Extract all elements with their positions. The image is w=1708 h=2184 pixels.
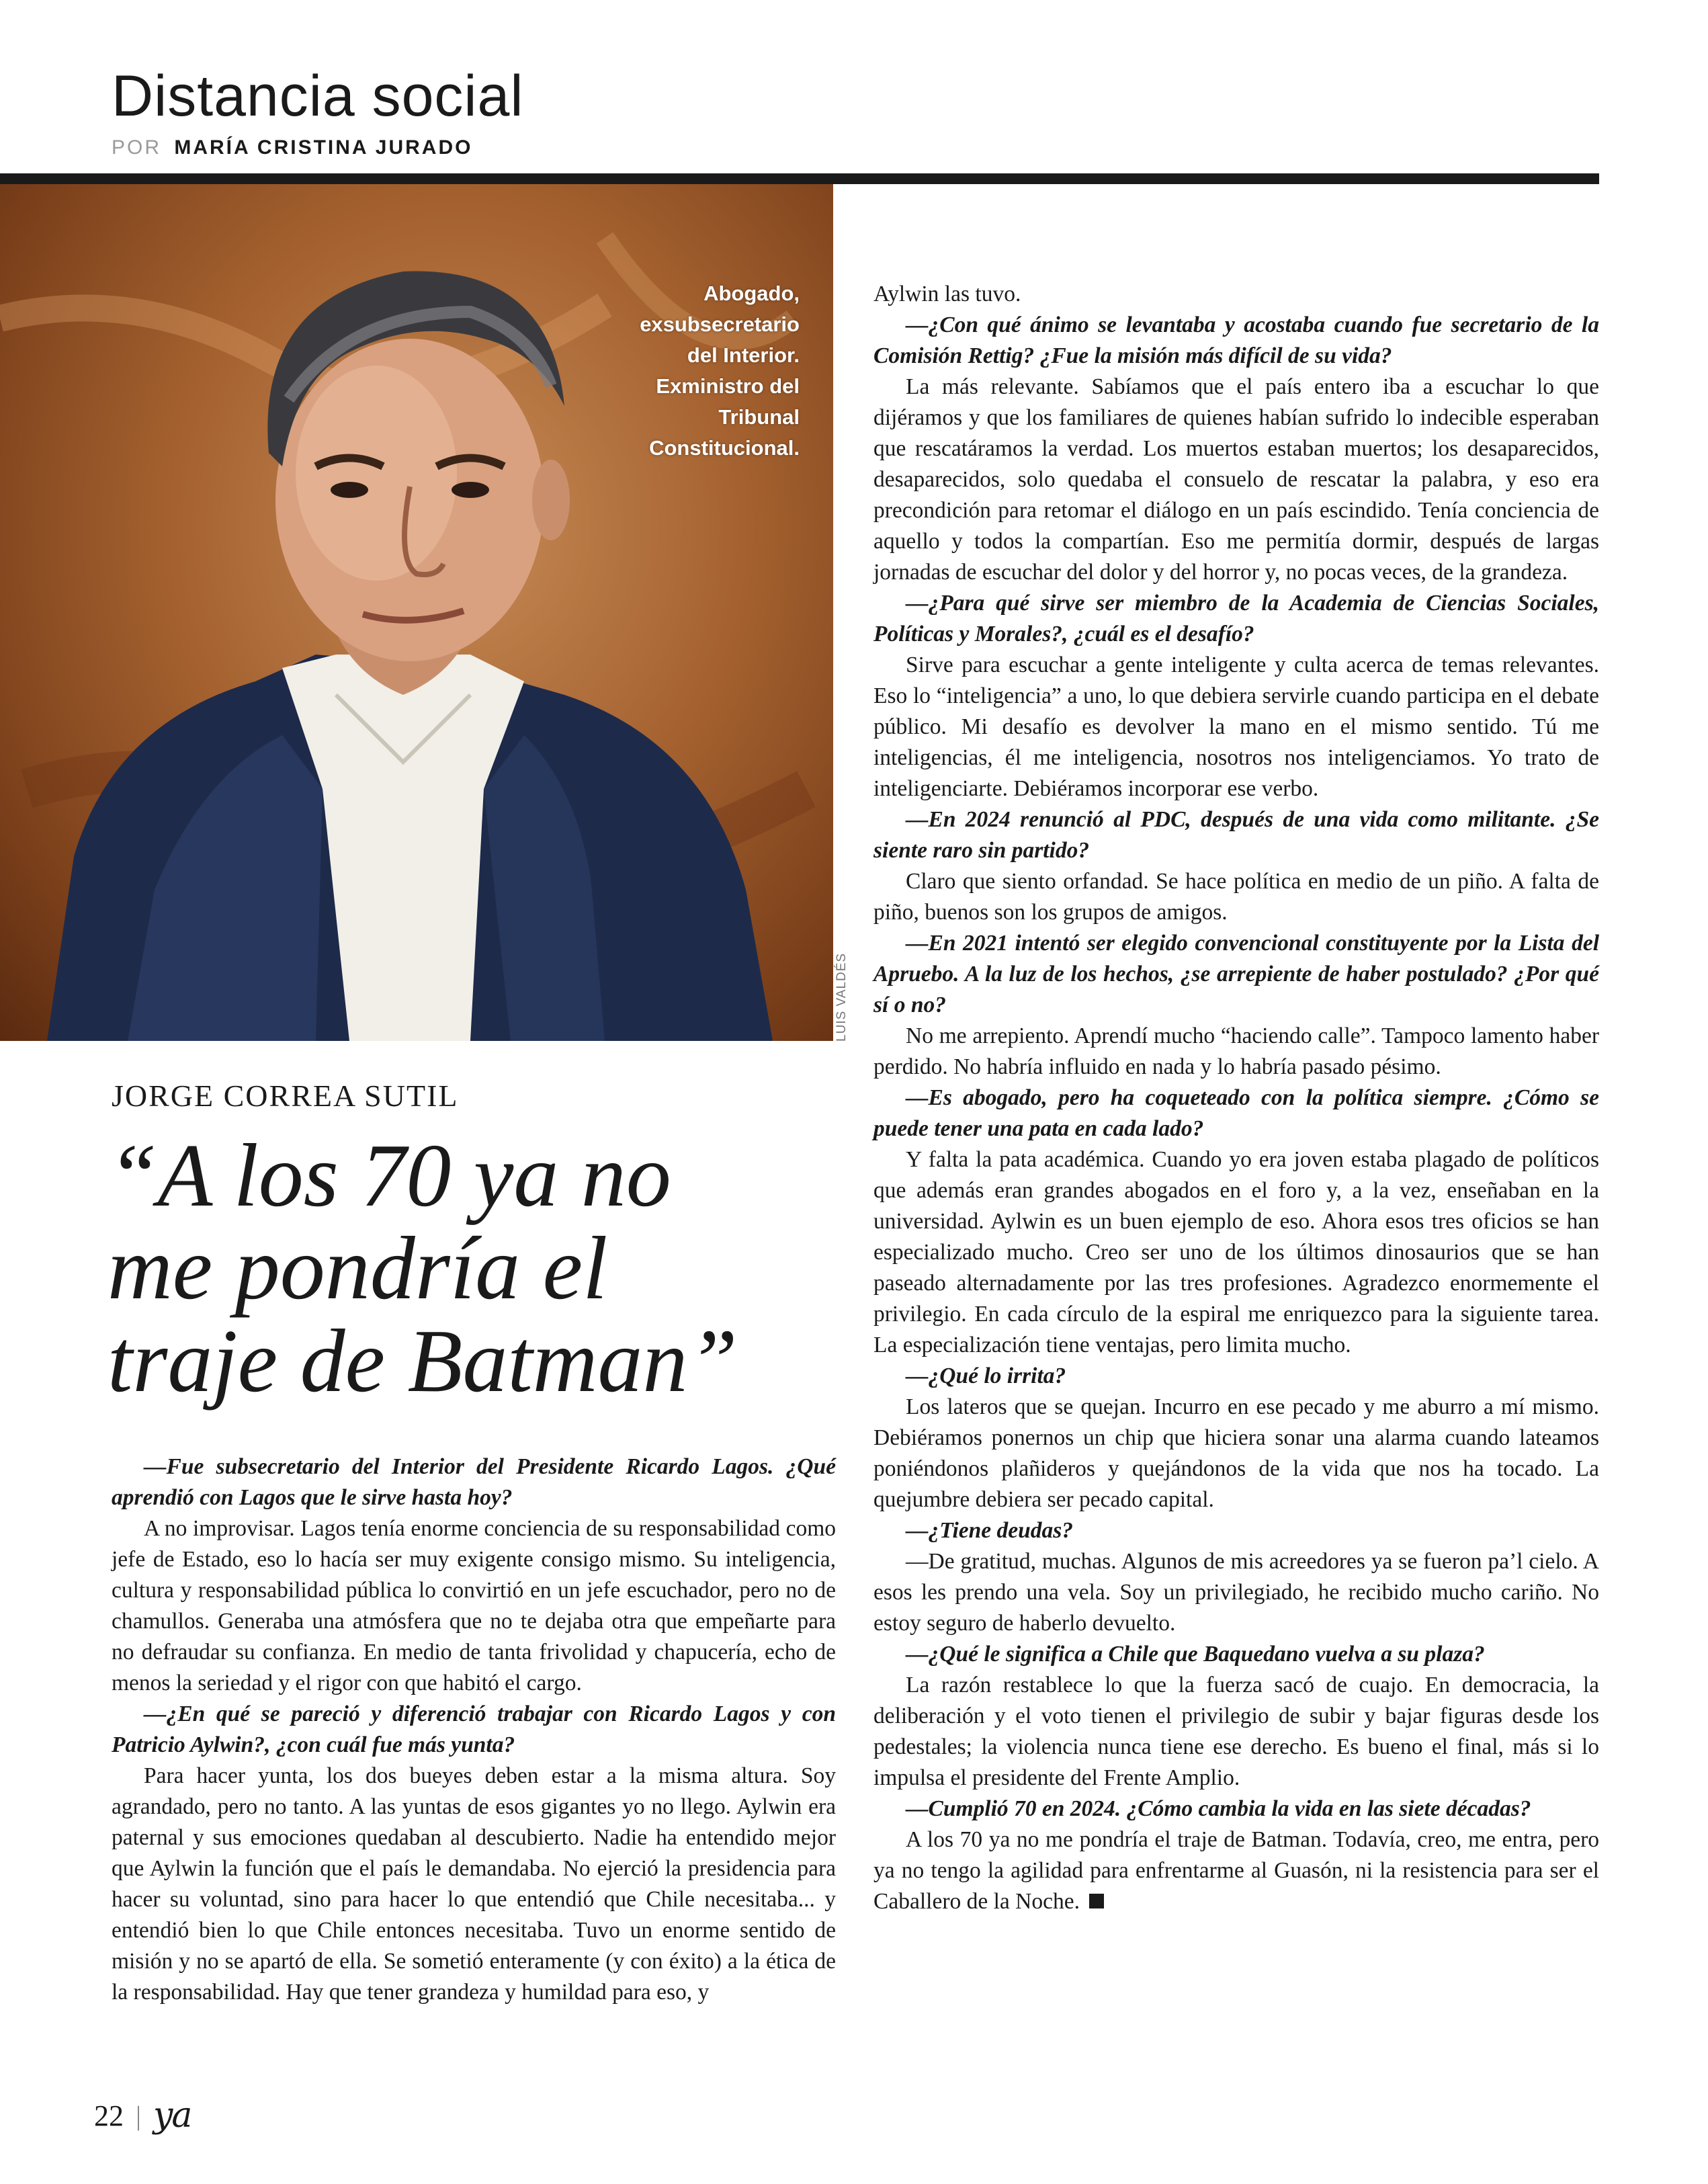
question-paragraph: —¿Con qué ánimo se levantaba y acostaba cuando fue secretario de la Comisión Rettig? ¿Fue la misión más difícil de su vida? <box>873 312 1599 368</box>
question-paragraph: —En 2021 intentó ser elegido convencional constituyente por la Lista del Apruebo. A la luz de los hechos, ¿se arrepiente de haber postulado? ¿Por qué sí o no? <box>873 931 1599 1017</box>
caption-line: del Interior. <box>687 343 800 367</box>
headline-line: “A los 70 ya no <box>108 1126 671 1225</box>
section-title: Distancia social <box>112 64 524 128</box>
question-paragraph: —¿Tiene deudas? <box>906 1518 1074 1543</box>
answer-paragraph: A los 70 ya no me pondría el traje de Batman. Todavía, creo, me entra, pero ya no tengo la agilidad para enfrentarme al Guasón, ni la resistencia para ser el Caballero de la Noche. <box>873 1827 1599 1914</box>
folio-separator: | <box>136 2100 142 2131</box>
answer-paragraph: —De gratitud, muchas. Algunos de mis acreedores ya se fueron pa’l cielo. A esos les prendo una vela. Soy un privilegiado, he recibido mucho cariño. No estoy seguro de haberlo devuelto. <box>873 1549 1599 1636</box>
top-rule <box>0 173 1599 184</box>
answer-paragraph: Y falta la pata académica. Cuando yo era joven estaba plagado de políticos que además eran grandes abogados en el foro y, a la vez, enseñaban en la universidad. Aylwin es un buen ejemplo de eso. Ahora esos tres oficios se han especializado mucho. Creo ser uno de los últimos dinosaurios que se han paseado alternadamente por las tres profesiones. Agradezco enormemente el privilegio. En cada círculo de la espiral me enriquezco para la siguiente tarea. La especialización tiene ventajas, pero limita mucho. <box>873 1147 1599 1357</box>
question-paragraph: —Es abogado, pero ha coqueteado con la política siempre. ¿Cómo se puede tener una pata en cada lado? <box>873 1085 1599 1141</box>
answer-paragraph: Claro que siento orfandad. Se hace política en medio de un piño. A falta de piño, buenos son los grupos de amigos. <box>873 869 1599 925</box>
magazine-logo: ya <box>153 2095 191 2136</box>
interviewee-name: JORGE CORREA SUTIL <box>112 1079 459 1113</box>
caption-line: Abogado, <box>703 282 800 305</box>
caption-line: Constitucional. <box>649 436 800 460</box>
caption-line: exsubsecretario <box>640 312 800 336</box>
photo-caption <box>558 278 800 464</box>
byline-prefix: POR <box>112 136 162 159</box>
answer-paragraph: La razón restablece lo que la fuerza sacó de cuajo. En democracia, la deliberación y el voto tienen el privilegio de subir y bajar figuras desde los pedestales; la violencia nunca tiene ese derecho. Es bueno el final, más si lo impulsa el presidente del Frente Amplio. <box>873 1673 1599 1790</box>
caption-line: Tribunal <box>718 405 800 429</box>
question-paragraph: —¿Para qué sirve ser miembro de la Academia de Ciencias Sociales, Políticas y Morales?, ¿cuál es el desafío? <box>873 591 1599 646</box>
question-paragraph: —¿En qué se pareció y diferenció trabajar con Ricardo Lagos y con Patricio Aylwin?, ¿con cuál fue más yunta? <box>112 1702 836 1757</box>
portrait-illustration <box>0 184 833 1041</box>
right-column <box>873 279 1599 1917</box>
answer-paragraph: La más relevante. Sabíamos que el país entero iba a escuchar lo que dijéramos y que los familiares de quienes habían sufrido lo indecible esperaban que rescatáramos la verdad. Los muertos estaban muertos; los desaparecidos, desaparecidos, solo quedaba el consuelo de rescatar la palabra, y eso era precondición para retomar el diálogo en un país escindido. Tenía conciencia de aquello y todos la compartían. Eso me permitía dormir, después de largas jornadas de escuchar del dolor y del horror y, no pocas veces, de la grandeza. <box>873 374 1599 585</box>
photo-credit-text: LUIS VALDÉS <box>835 952 849 1042</box>
headline-line: me pondría el <box>108 1218 608 1318</box>
end-mark <box>1089 1894 1104 1908</box>
question-paragraph: —¿Qué le significa a Chile que Baquedano vuelva a su plaza? <box>906 1642 1485 1667</box>
answer-paragraph: Sirve para escuchar a gente inteligente y culta acerca de temas relevantes. Eso lo “inteligencia” a uno, lo que debiera servirle cuando participa en el debate público. Mi desafío es devolver la mano en el mismo sentido. Tú me inteligencias, él me inteligencia, nosotros nos inteligenciamos. Yo trato de inteligenciarte. Debiéramos incorporar ese verbo. <box>873 653 1599 801</box>
answer-paragraph: Aylwin las tuvo. <box>873 282 1021 306</box>
question-paragraph: —¿Qué lo irrita? <box>906 1363 1066 1388</box>
question-paragraph: —Cumplió 70 en 2024. ¿Cómo cambia la vida en las siete décadas? <box>906 1796 1531 1821</box>
answer-paragraph: Para hacer yunta, los dos bueyes deben estar a la misma altura. Soy agrandado, pero no tanto. A las yuntas de esos gigantes yo no llego. Aylwin era paternal y sus emociones quedaban al descubierto. Nadie ha entendido mejor que Aylwin la función que el país le demandaba. No ejerció la presidencia para hacer su voluntad, sino para hacer lo que entendió que Chile necesitaba... y entendió bien lo que Chile entonces necesitaba. Tuvo un enorme sentido de misión y no se apartó de ella. Se sometió enteramente (y con éxito) a la ética de la responsabilidad. Hay que tener grandeza y humildad para eso, y <box>112 1763 836 2005</box>
answer-paragraph: A no improvisar. Lagos tenía enorme conciencia de su responsabilidad como jefe de Estado, eso lo hacía ser muy exigente consigo mismo. Su inteligencia, cultura y responsabilidad pública lo convirtió en un jefe escuchador, pero no de chamullos. Generaba una atmósfera que no te dejaba otra que empeñarte para no defraudar su confianza. En medio de tanta frivolidad y chapucería, echo de menos la seriedad y el rigor con que habitó el cargo. <box>112 1516 836 1695</box>
byline <box>112 136 472 159</box>
headline-line: traje de Batman” <box>108 1311 738 1411</box>
author-name: MARÍA CRISTINA JURADO <box>174 136 473 159</box>
answer-paragraph: No me arrepiento. Aprendí mucho “haciendo calle”. Tampoco lamento haber perdido. No habría influido en nada y lo habría pasado pésimo. <box>873 1023 1599 1079</box>
question-paragraph: —En 2024 renunció al PDC, después de una vida como militante. ¿Se siente raro sin partido? <box>873 807 1599 863</box>
answer-paragraph: Los lateros que se quejan. Incurro en ese pecado y me aburro a mí mismo. Debiéramos ponernos un chip que hiciera sonar una alarma cuando lateamos poniéndonos plañideros y quejándonos de la vida que nos ha tocado. La quejumbre debiera ser pecado capital. <box>873 1394 1599 1512</box>
page-number: 22 <box>94 2099 124 2132</box>
left-column <box>112 1452 836 2008</box>
headline <box>108 1126 847 1411</box>
question-paragraph: —Fue subsecretario del Interior del Presidente Ricardo Lagos. ¿Qué aprendió con Lagos que le sirve hasta hoy? <box>112 1454 836 1510</box>
caption-line: Exministro del <box>656 374 800 398</box>
page-folio <box>94 2095 191 2136</box>
